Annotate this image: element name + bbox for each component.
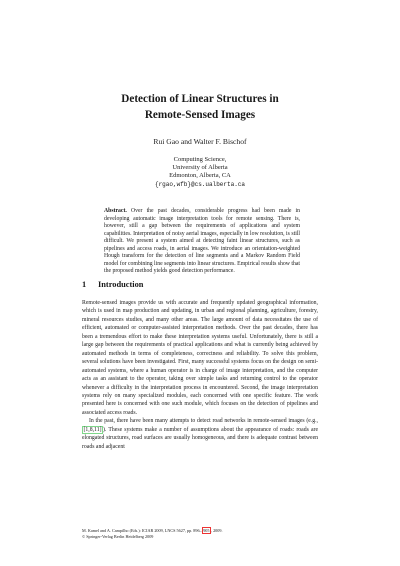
paragraph-1: Remote-sensed images provide us with accurate and frequently updated geographical information, which is used in map production and updating, in urban and regional planning, agriculture, forestry, mineral resources studies, and many other areas. The large amount of data necessitates the use of efficient, automated or computer-assisted interpretation methods. Over the past decades, there has been a tremendous effort to make these interpretation systems useful. Unfortunately, there is still a large gap between the requirements of practical applications and what is currently being achieved by automated methods in terms of completeness, correctness and reliability. To solve this problem, several solutions have been investigated. First, many successful systems focus on the design on semi-automated systems, where a human operator is in charge of image interpretation, and the computer acts as an assistant to the operator, taking over simple tasks and returning control to the operator whenever a difficulty in the interpretation process in encountered. Second, the image interpretation systems rely on many specialized modules, each concerned with one specific feature. The work presented here is concerned with one such module, which focuses on the detection of pipelines and associated access roads. — [82, 300, 318, 416]
footer-proceedings: M. Kamel and A. Campilho (Eds.): ICIAR 2009, LNCS 5627, pp. 896– — [82, 528, 202, 533]
affiliation-city: Edmonton, Alberta, CA — [169, 172, 231, 180]
footer-copyright: © Springer-Verlag Berlin Heidelberg 2009 — [82, 533, 154, 539]
title-line-1: Detection of Linear Structures in — [121, 93, 279, 105]
affiliation-department: Computing Science, — [173, 156, 227, 163]
author-names: Rui Gao and Walter F. Bischof — [153, 137, 247, 146]
paper-title — [60, 92, 340, 123]
section-title: Introduction — [98, 280, 144, 289]
footer-citation — [82, 528, 318, 539]
footer-year: , 2009. — [210, 528, 223, 533]
title-line-2: Remote-Sensed Images — [144, 108, 256, 121]
section-number: 1 — [82, 280, 87, 289]
citation-link[interactable]: [1,8,11] — [83, 426, 102, 433]
affiliation-email: {rgao,wfb}@cs.ualberta.ca — [154, 180, 245, 188]
paragraph-2-text-end: ). These systems make a number of assumptions about the appearance of roads: roads are elongated structures, road surfaces are usually homogeneous, and there is adequate contrast between roads and adjacent — [82, 426, 318, 450]
paragraph-2 — [82, 417, 318, 451]
abstract-label: Abstract. — [104, 208, 127, 214]
abstract — [104, 208, 300, 276]
paragraph-2-text-start: In the past, there have been many attempts to detect road networks in remote-sensed images (e.g., — [89, 418, 318, 425]
abstract-text: Over the past decades, considerable progress had been made in developing automatic image interpretation tools for remote sensing. There is, however, still a gap between the requirements of applications and system capabilities. Interpretation of noisy aerial images, especially in low resolution, is still difficult. We present a system aimed at detecting faint linear structures, such as pipelines and access roads, in aerial images. We introduce an orientation-weighted Hough transform for the detection of line segments and a Markov Random Field model for combining line segments into linear structures. Empirical results show that the proposed method yields good detection performance. — [104, 208, 301, 275]
body-text — [82, 299, 318, 451]
footer-page-link[interactable]: 905 — [203, 528, 210, 533]
affiliation-university: University of Alberta — [172, 164, 228, 172]
author-affiliation — [60, 156, 340, 189]
section-heading — [82, 280, 143, 289]
